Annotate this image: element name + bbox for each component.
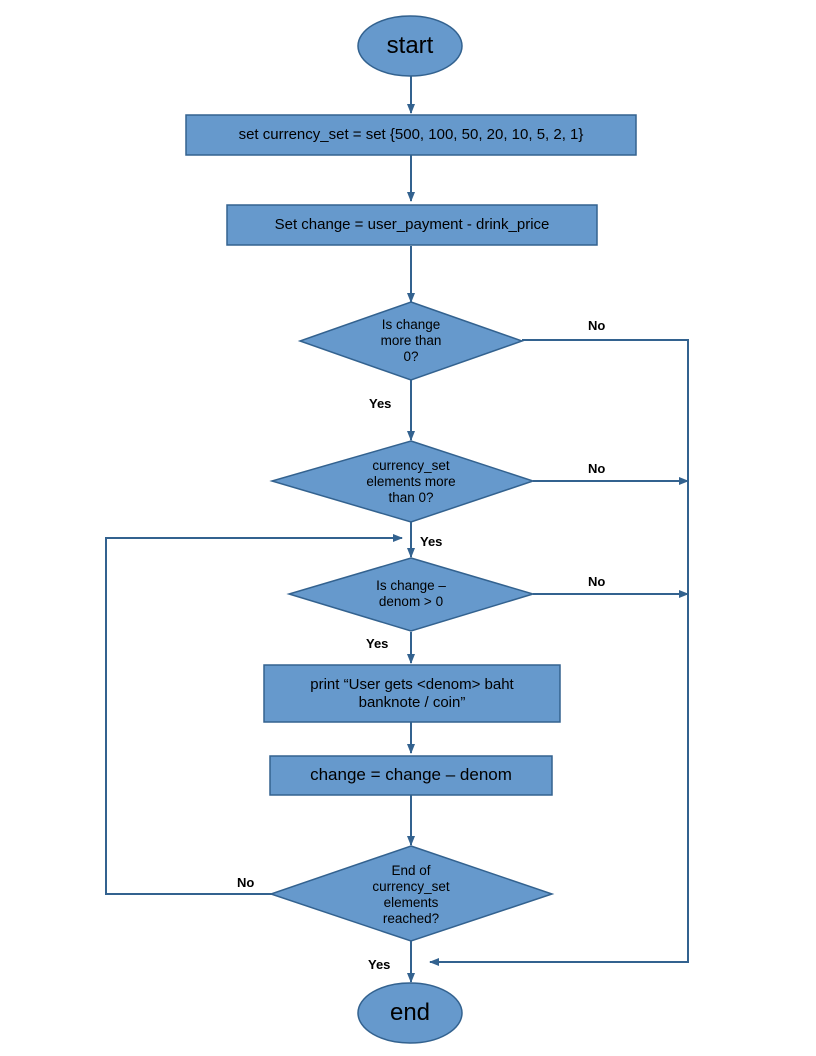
node-currency-set-label: set currency_set = set {500, 100, 50, 20, 10, 5, 2, 1} — [238, 126, 584, 144]
node-change-gt0-label: Is change more than 0? — [380, 317, 442, 364]
node-end — [358, 983, 462, 1043]
edge-label-no-change-gt0: No — [588, 318, 606, 333]
edge-label-yes-change-gt0: Yes — [369, 396, 392, 411]
node-set-change — [227, 205, 597, 245]
edge-label-no-change-denom: No — [588, 574, 606, 589]
node-set-change-label: Set change = user_payment - drink_price — [274, 216, 550, 234]
node-end-label: end — [389, 998, 431, 1026]
node-change-denom-label: Is change – denom > 0 — [376, 578, 446, 609]
node-start-label: start — [386, 31, 434, 59]
node-update-change — [270, 756, 552, 795]
node-currency-set — [186, 115, 636, 155]
node-elements-gt0-label: currency_set elements more than 0? — [366, 458, 456, 505]
node-end-of-set — [271, 846, 552, 941]
edge-label-no-end-of-set: No — [237, 875, 255, 890]
node-start — [358, 16, 462, 76]
edge-label-no-elements-gt0: No — [588, 461, 606, 476]
node-print-user-label: print “User gets <denom> baht banknote / coin” — [310, 675, 514, 711]
node-elements-gt0 — [272, 441, 533, 522]
edge-label-yes-elements-gt0: Yes — [420, 534, 443, 549]
edge-label-yes-change-denom: Yes — [366, 636, 389, 651]
node-update-change-label: change = change – denom — [310, 765, 512, 785]
node-end-of-set-label: End of currency_set elements reached? — [372, 863, 450, 926]
node-change-denom — [289, 558, 533, 631]
node-print-user — [264, 665, 560, 722]
node-change-gt0 — [300, 302, 522, 380]
edge-label-yes-end-of-set: Yes — [368, 957, 391, 972]
